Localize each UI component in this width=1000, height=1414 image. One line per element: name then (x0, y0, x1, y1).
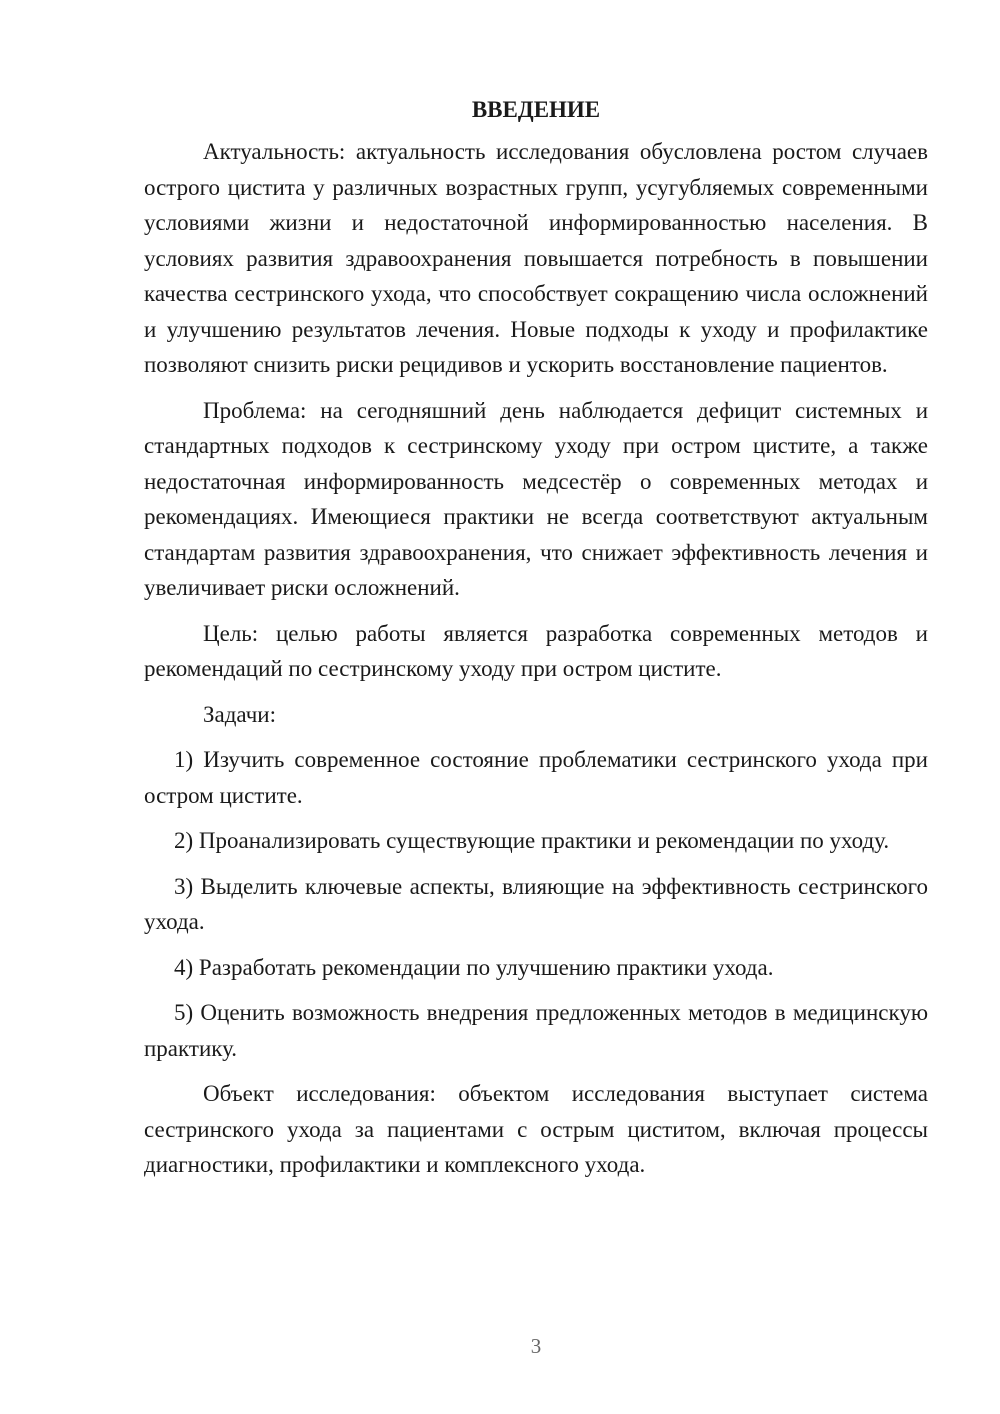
goal-paragraph: Цель: целью работы является разработка современных методов и рекомендаций по сестринскому уходу при остром цистите. (144, 620, 928, 681)
tasks-heading: Задачи: (203, 701, 276, 727)
relevance-paragraph: Актуальность: актуальность исследования обусловлена ростом случаев острого цистита у различных возрастных групп, усугубляемых современными условиями жизни и недостаточной информированностью населения. В условиях развития здравоохранения повышается потребность в повышении качества сестринского ухода, что способствует сокращению числа осложнений и улучшению результатов лечения. Новые подходы к уходу и профилактике позволяют снизить риски рецидивов и ускорить восстановление пациентов. (144, 139, 928, 377)
problem-paragraph: Проблема: на сегодняшний день наблюдается дефицит системных и стандартных подходов к сестринскому уходу при остром цистите, а также недостаточная информированность медсестёр о современных методах и рекомендациях. Имеющиеся практики не всегда соответствуют актуальным стандартам развития здравоохранения, что снижает эффективность лечения и увеличивает риски осложнений. (144, 397, 928, 600)
task-item: 1) Изучить современное состояние проблематики сестринского ухода при остром цистите. (144, 747, 928, 808)
task-item: 3) Выделить ключевые аспекты, влияющие на эффективность сестринского ухода. (144, 873, 928, 934)
task-item: 4) Разработать рекомендации по улучшению практики ухода. (174, 954, 774, 980)
task-item: 5) Оценить возможность внедрения предложенных методов в медицинскую практику. (144, 1000, 928, 1061)
section-title: ВВЕДЕНИЕ (471, 97, 601, 122)
tasks-list (144, 742, 928, 1066)
page-body (144, 92, 928, 1193)
object-paragraph: Объект исследования: объектом исследования выступает система сестринского ухода за пациентами с острым циститом, включая процессы диагностики, профилактики и комплексного ухода. (144, 1081, 928, 1177)
page-number: 3 (530, 1334, 542, 1358)
task-item: 2) Проанализировать существующие практики и рекомендации по уходу. (174, 828, 890, 853)
